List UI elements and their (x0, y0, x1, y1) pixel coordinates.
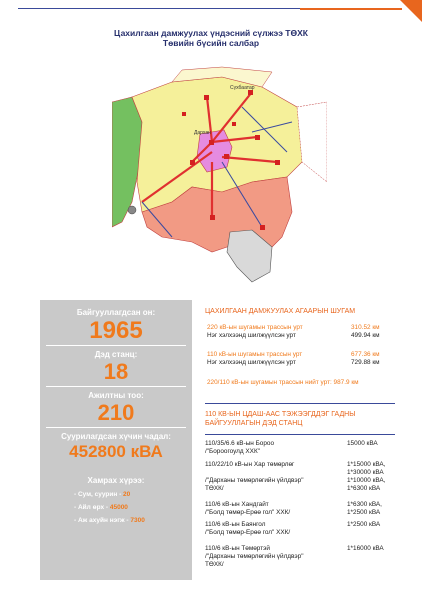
coverage-item: - Айл өрх - 45000 (74, 504, 128, 511)
substation-name: 110/35/6.6 кВ-ын Бороо /"Бороогоулд ХХК" (205, 440, 275, 455)
title-line-2: Төвийн бүсийн салбар (162, 38, 260, 48)
kv220-chain-value: 499.94 км (351, 332, 380, 339)
substations-value: 18 (103, 359, 129, 384)
panel-divider (46, 345, 186, 346)
substations-label: Дэд станц: (94, 350, 138, 359)
lines-heading: ЦАХИЛГААН ДАМЖУУЛАХ АГААРЫН ШУГАМ (205, 308, 356, 315)
founded-value: 1965 (89, 317, 143, 344)
kv220-label: 220 кВ-ын шугамын трассын урт (207, 324, 303, 331)
map-city-point (128, 206, 136, 214)
kv220-chain-label: Нэг хэлхээнд шилжүүлсэн урт (207, 332, 296, 339)
substation-name: 110/22/10 кВ-ын Хар төмөрлөг /"Дарханы төмөрлөгийн үйлдвэр" ТӨХК/ (205, 461, 304, 492)
map-label-2: Дархан (194, 130, 211, 136)
header-rule-accent (300, 8, 402, 10)
substations-heading (205, 410, 395, 428)
substations-heading-line-1: 110 КВ-ЫН ЦДАШ-ААС ТЭЖЭЭГДДЭГ ГАДНЫ (205, 411, 356, 418)
capacity-label: Суурилагдсан хүчин чадал: (61, 432, 171, 441)
substation-capacity: 1*6300 кВА, 1*2500 кВА (347, 501, 382, 516)
lines-total: 220/110 кВ-ын шугамын трассын нийт урт: 987.9 км (207, 379, 359, 386)
coverage-label: Хамрах хүрээ: (87, 476, 145, 485)
coverage-item: - Аж ахуйн нэгж - 7300 (74, 517, 145, 524)
title-line-1: Цахилгаан дамжуулах үндэсний сүлжээ ТӨХК (114, 28, 308, 38)
section-rule (205, 403, 395, 404)
map-label-1: Сүхбаатар (230, 85, 255, 91)
panel-divider (46, 386, 186, 387)
employees-value: 210 (97, 400, 135, 425)
panel-divider (46, 427, 186, 428)
kv220-value: 310.52 км (351, 324, 380, 331)
coverage-item: - Сум, суурин - 20 (74, 491, 131, 498)
substation-capacity: 15000 кВА (347, 440, 378, 447)
section-rule (205, 434, 395, 435)
kv110-label: 110 кВ-ын шугамын трассын урт (207, 351, 303, 358)
founded-label: Байгууллагдсан он: (76, 308, 156, 317)
substation-name: 110/6 кВ-ын Баянгол /"Болд төмөр-Ерөө гол" ХХК/ (205, 521, 291, 536)
corner-accent (400, 0, 422, 22)
capacity-value: 452800 кВА (69, 442, 163, 461)
substation-name: 110/6 кВ-ын Төмөртэй /"Дарханы төмөрлөгийн үйлдвэр" ТӨХК/ (205, 545, 304, 568)
kv110-value: 677.36 км (351, 351, 380, 358)
substation-capacity: 1*2500 кВА (347, 521, 381, 528)
kv110-chain-value: 729.88 км (351, 359, 380, 366)
substation-capacity: 1*16000 кВА (347, 545, 384, 552)
stats-panel (40, 300, 192, 580)
substation-capacity: 1*15000 кВА, 1*30000 кВА 1*10000 кВА, 1*6300 кВА (347, 461, 386, 492)
kv110-chain-label: Нэг хэлхээнд шилжүүлсэн урт (207, 359, 296, 366)
page-title (0, 28, 422, 48)
employees-label: Ажилтны тоо: (88, 391, 144, 400)
region-map (112, 62, 327, 297)
substation-name: 110/6 кВ-ын Хандгайт /"Болд төмөр-Ерөө гол" ХХК/ (205, 501, 291, 516)
substations-heading-line-2: БАЙГУУЛЛАГЫН ДЭД СТАНЦ (205, 420, 303, 427)
